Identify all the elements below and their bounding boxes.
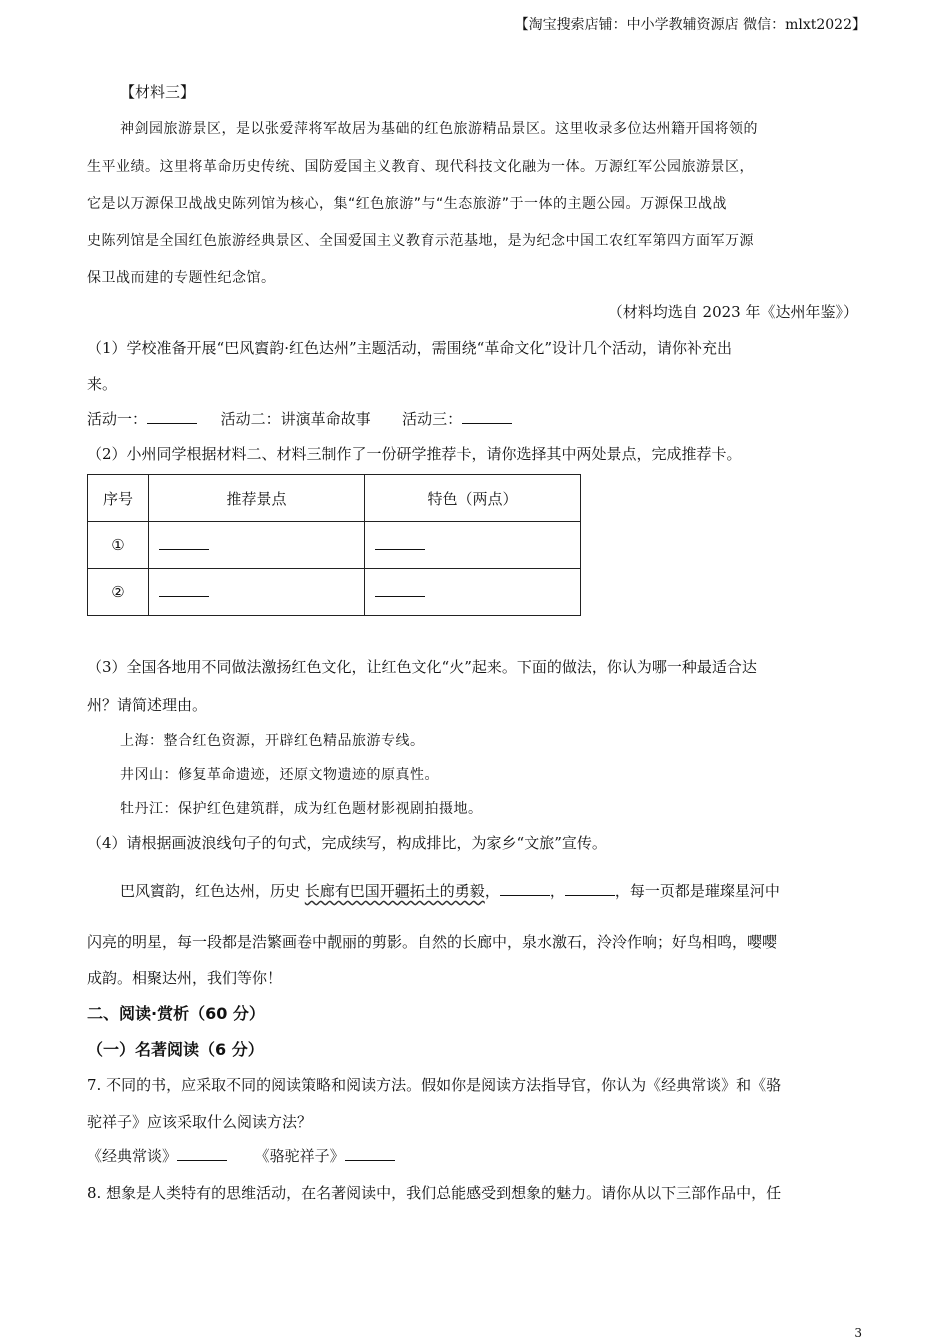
material3-line: 史陈列馆是全国红色旅游经典景区、全国爱国主义教育示范基地，是为纪念中国工农红军第四方面军万源 — [87, 233, 754, 249]
spot-blank[interactable] — [159, 584, 209, 597]
recommendation-table — [87, 474, 581, 616]
q4-text: （4）请根据画波浪线句子的句式，完成续写，构成排比，为家乡“文旅”宣传。 — [87, 834, 607, 852]
page-number: 3 — [854, 1326, 862, 1340]
table-row-index: ① — [88, 522, 149, 569]
table-cell-spot[interactable] — [149, 522, 365, 569]
feature-blank[interactable] — [375, 537, 425, 550]
q7-text-cont: 驼祥子》应该采取什么阅读方法？ — [87, 1113, 313, 1131]
q2-text: （2）小州同学根据材料二、材料三制作了一份研学推荐卡，请你选择其中两处景点，完成推荐卡。 — [87, 445, 742, 463]
material3-heading: 【材料三】 — [120, 83, 196, 101]
q3-option: 牡丹江：保护红色建筑群，成为红色题材影视剧拍摄地。 — [120, 801, 483, 817]
q3-option: 上海：整合红色资源，开辟红色精品旅游专线。 — [120, 733, 425, 749]
subsection-title: （一）名著阅读（6 分） — [87, 1040, 264, 1059]
material3-source: （材料均选自 2023 年《达州年鉴》） — [607, 303, 858, 321]
q1-text: （1）学校准备开展“巴风賨韵·红色达州”主题活动，需围绕“革命文化”设计几个活动，请你补充出 — [87, 339, 732, 357]
q1-text-cont: 来。 — [87, 375, 118, 393]
table-row-index: ② — [88, 569, 149, 616]
book1-label: 《经典常谈》 — [87, 1147, 178, 1165]
q4-paragraph-line1 — [120, 880, 780, 901]
feature-blank[interactable] — [375, 584, 425, 597]
q4-wavy-sentence: 长廊有巴国开疆拓土的勇毅 — [304, 882, 485, 900]
activity1-label: 活动一： — [87, 410, 148, 428]
activity3-blank[interactable] — [462, 411, 512, 424]
table-cell-feature[interactable] — [365, 569, 581, 616]
q4-paragraph-line3: 成韵。相聚达州，我们等你！ — [87, 969, 283, 987]
q4-para-start: 巴风賨韵，红色达州，历史 — [120, 882, 301, 900]
q3-text-cont: 州？请简述理由。 — [87, 696, 208, 714]
q4-sep: ， — [549, 882, 565, 900]
q4-paragraph-line2: 闪亮的明星，每一段都是浩繁画卷中靓丽的剪影。自然的长廊中，泉水激石，泠泠作响；好鸟相鸣，嘤嘤 — [87, 933, 778, 951]
q7-answers — [87, 1145, 395, 1166]
q7-text: 7. 不同的书，应采取不同的阅读策略和阅读方法。假如你是阅读方法指导官，你认为《经典常谈》和《骆 — [87, 1076, 782, 1094]
q1-activities — [87, 408, 512, 429]
q4-blank-2[interactable] — [565, 883, 615, 896]
header-shop-info: 【淘宝搜索店铺：中小学教辅资源店 微信：mlxt2022】 — [514, 17, 866, 33]
material3-line: 神剑园旅游景区，是以张爱萍将军故居为基础的红色旅游精品景区。这里收录多位达州籍开国将领的 — [120, 121, 758, 137]
q3-text: （3）全国各地用不同做法激扬红色文化，让红色文化“火”起来。下面的做法，你认为哪一种最适合达 — [87, 658, 757, 676]
spot-blank[interactable] — [159, 537, 209, 550]
activity1-blank[interactable] — [147, 411, 197, 424]
book1-blank[interactable] — [177, 1148, 227, 1161]
q4-sep: ， — [484, 882, 500, 900]
material3-line: 生平业绩。这里将革命历史传统、国防爱国主义教育、现代科技文化融为一体。万源红军公园旅游景区， — [87, 159, 754, 175]
q8-text: 8. 想象是人类特有的思维活动，在名著阅读中，我们总能感受到想象的魅力。请你从以下三部作品中，任 — [87, 1184, 782, 1202]
material3-line: 保卫战而建的专题性纪念馆。 — [87, 270, 276, 286]
table-cell-spot[interactable] — [149, 569, 365, 616]
table-header-feature: 特色（两点） — [365, 475, 581, 522]
table-header-spot: 推荐景点 — [149, 475, 365, 522]
table-cell-feature[interactable] — [365, 522, 581, 569]
material3-line: 它是以万源保卫战战史陈列馆为核心，集“红色旅游”与“生态旅游”于一体的主题公园。万源保卫战战 — [87, 196, 728, 212]
table-header-index: 序号 — [88, 475, 149, 522]
q4-blank-1[interactable] — [500, 883, 550, 896]
section-title: 二、阅读·赏析（60 分） — [87, 1004, 265, 1023]
activity3-label: 活动三： — [402, 410, 463, 428]
book2-label: 《骆驼祥子》 — [254, 1147, 345, 1165]
activity2-label: 活动二：讲演革命故事 — [220, 410, 371, 428]
q3-option: 井冈山：修复革命遗迹，还原文物遗迹的原真性。 — [120, 767, 439, 783]
q4-para-end: ，每一页都是璀璨星河中 — [614, 882, 780, 900]
book2-blank[interactable] — [345, 1148, 395, 1161]
